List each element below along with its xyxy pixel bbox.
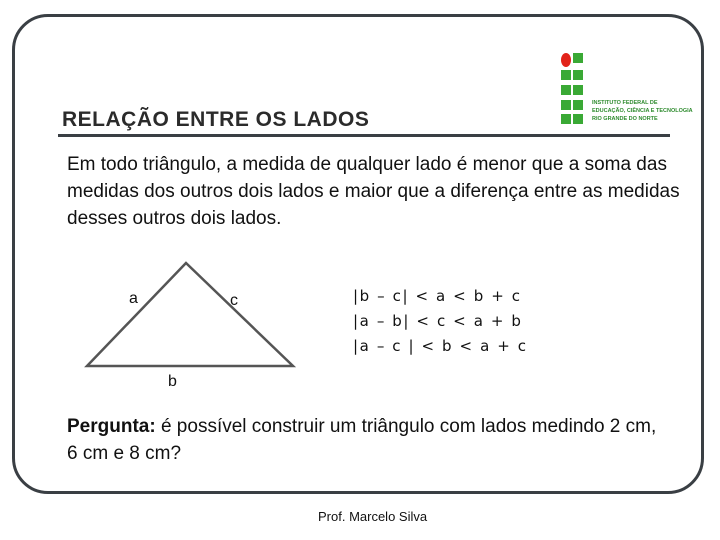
side-a-label: a (129, 290, 138, 307)
footer-author: Prof. Marcelo Silva (318, 509, 428, 524)
question-label: Pergunta: (67, 416, 156, 437)
question-text: é possível construir um triângulo com lados medindo 2 cm, 6 cm e 8 cm? (67, 416, 657, 464)
side-c-label: c (230, 292, 238, 309)
slide-title: RELAÇÃO ENTRE OS LADOS (62, 108, 370, 131)
inequality-2: |a – b| < c < a + b (353, 312, 523, 330)
inequality-3: |a – c | < b < a + c (353, 337, 528, 355)
logo-line-3: RIO GRANDE DO NORTE (592, 116, 658, 122)
triangle-shape (87, 263, 293, 366)
inequality-1: |b – c| < a < b + c (353, 287, 522, 305)
logo-line-1: INSTITUTO FEDERAL DE (592, 100, 658, 106)
question-paragraph (67, 413, 667, 467)
logo-line-2: EDUCAÇÃO, CIÊNCIA E TECNOLOGIA (592, 108, 693, 114)
intro-paragraph: Em todo triângulo, a medida de qualquer lado é menor que a soma das medidas dos outros dois lados e maior que a diferença entre as medidas desses outros dois lados. (67, 154, 680, 229)
side-b-label: b (168, 373, 177, 390)
